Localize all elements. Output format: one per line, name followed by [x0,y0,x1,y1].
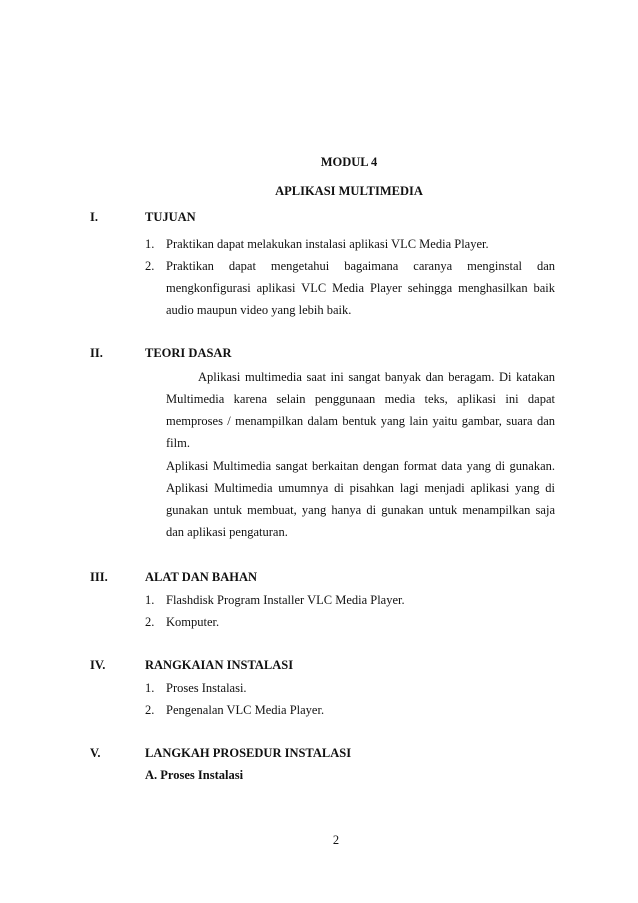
list-item [145,611,555,633]
list-number: 1. [145,681,155,695]
section-numeral: IV. [90,658,106,672]
list-item [145,233,555,255]
module-title: MODUL 4 [320,155,378,169]
list-text: Praktikan dapat melakukan instalasi aplikasi VLC Media Player. [166,237,489,251]
list-text: Komputer. [166,615,220,629]
module-subtitle: APLIKASI MULTIMEDIA [275,184,423,198]
section-numeral: III. [90,570,108,584]
list-text: Praktikan dapat mengetahui bagaimana caranya menginstal dan mengkonfigurasi aplikasi VLC Media Player sehingga menghasilkan baik audio maupun video yang lebih baik. [166,259,555,317]
section-numeral: V. [90,746,101,760]
list-number: 2. [145,703,155,717]
section-heading-rangkaian-instalasi: RANGKAIAN INSTALASI [145,658,294,672]
paragraph [166,366,555,454]
list-item [145,677,555,699]
list-number: 2. [145,259,155,273]
section-numeral: II. [90,346,103,360]
list-text: Pengenalan VLC Media Player. [166,703,325,717]
paragraph-text: Aplikasi multimedia saat ini sangat banyak dan beragam. Di katakan Multimedia karena selain penggunaan media teks, aplikasi ini dapat memproses / menampilkan dalam bentuk yang lain yaitu gambar, suara dan film. [166,370,555,450]
list-number: 1. [145,593,155,607]
list-text: Flashdisk Program Installer VLC Media Player. [166,593,405,607]
section-heading-langkah-prosedur: LANGKAH PROSEDUR INSTALASI [145,746,352,760]
section-heading-alat-dan-bahan: ALAT DAN BAHAN [145,570,258,584]
list-text: Proses Instalasi. [166,681,247,695]
section-heading-teori-dasar: TEORI DASAR [145,346,232,360]
page-number: 2 [332,833,340,847]
paragraph [166,455,555,543]
list-item [145,699,555,721]
paragraph-text: Aplikasi Multimedia sangat berkaitan dengan format data yang di gunakan. Aplikasi Multimedia umumnya di pisahkan lagi menjadi aplikasi yang di gunakan untuk membuat, yang hanya di gunakan untuk menampilkan saja dan aplikasi pengaturan. [166,459,555,539]
list-item [145,589,555,611]
section-heading-tujuan: TUJUAN [145,210,196,224]
list-number: 2. [145,615,155,629]
list-item [145,255,555,321]
list-number: 1. [145,237,155,251]
subsection-heading: A. Proses Instalasi [145,768,244,782]
section-numeral: I. [90,210,98,224]
